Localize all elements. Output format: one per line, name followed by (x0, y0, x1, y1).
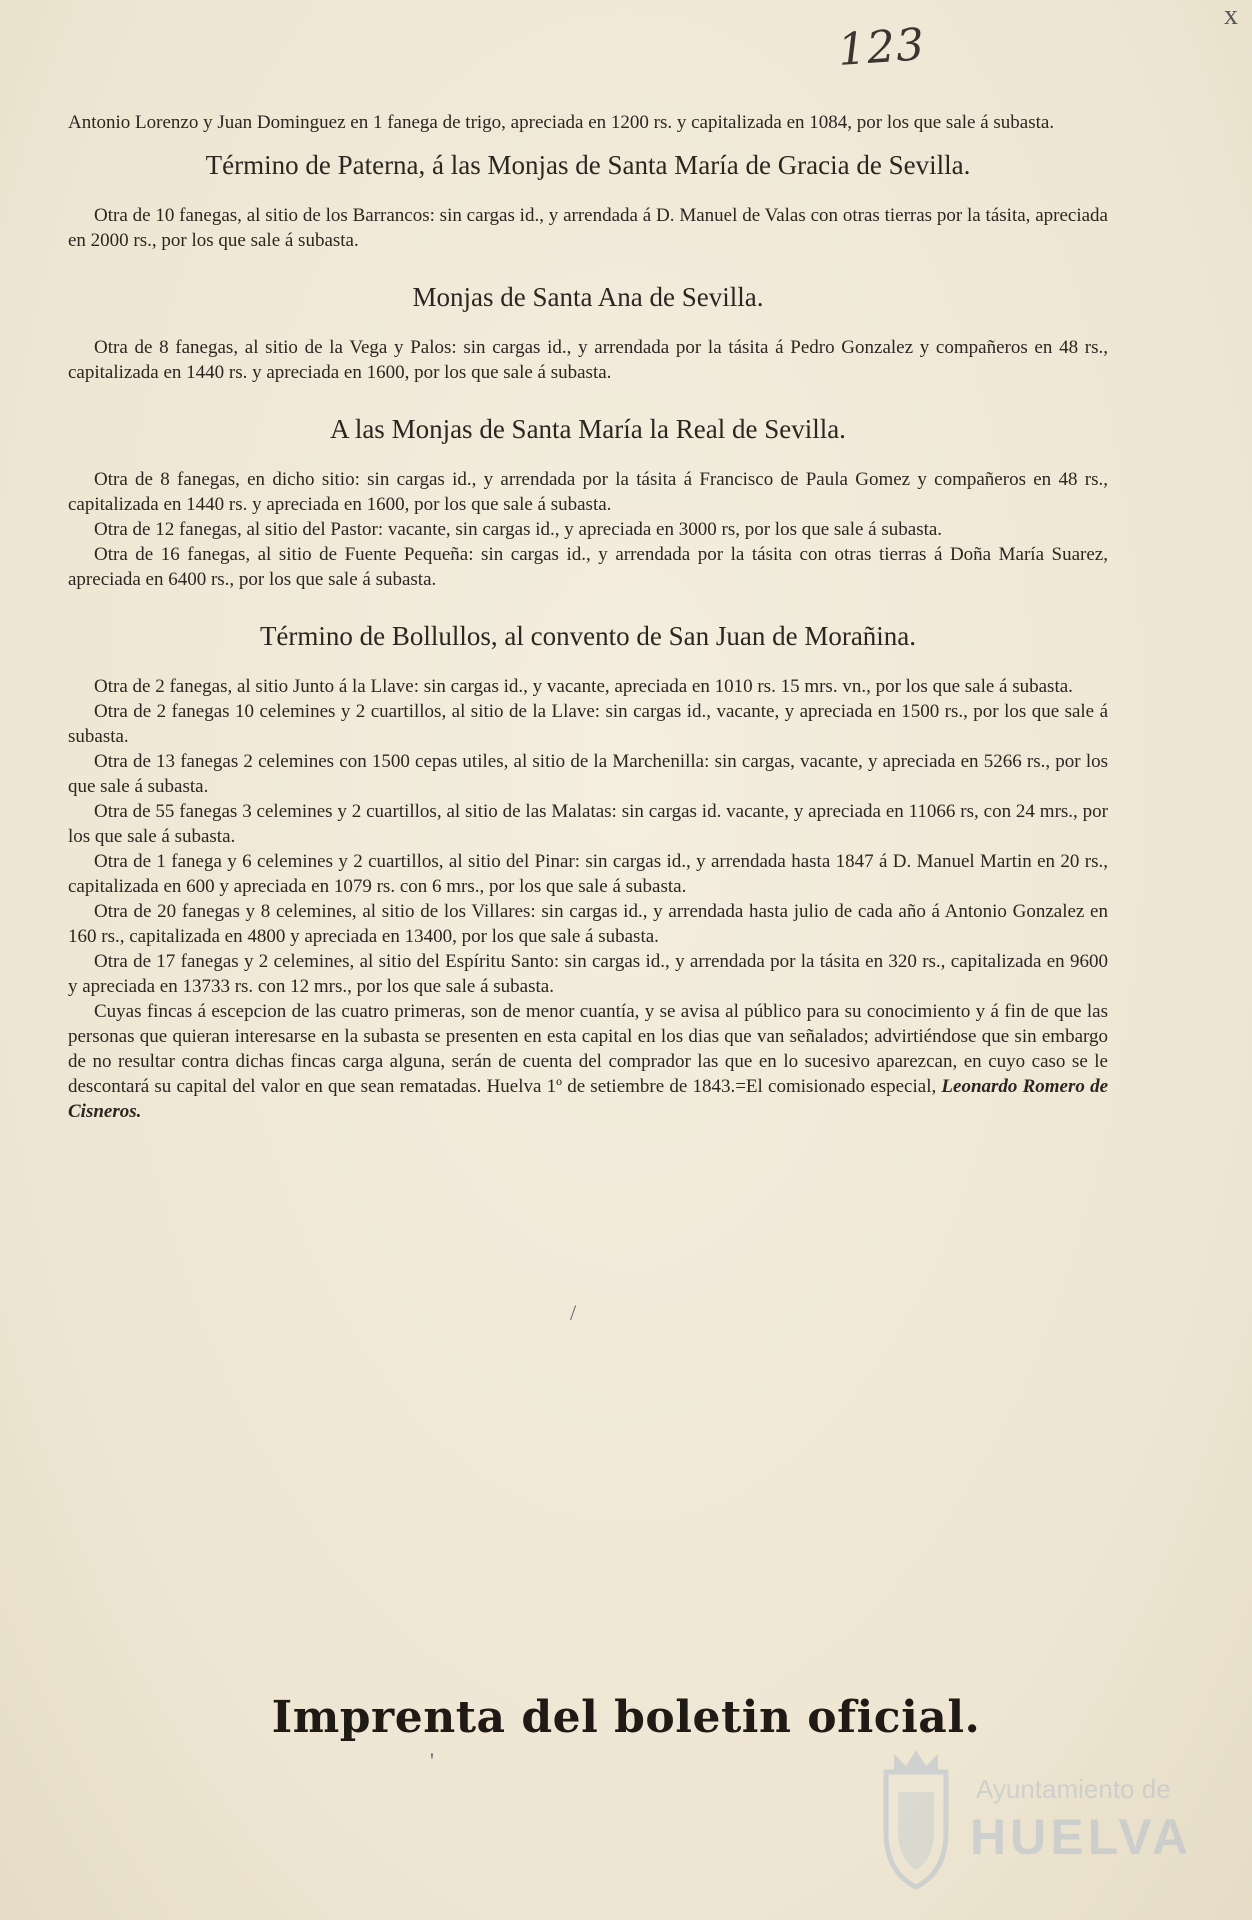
property-entry: Otra de 20 fanegas y 8 celemines, al sitio de los Villares: sin cargas id., y arrendada hasta julio de cada año á Antonio Gonzalez en 160 rs., capitalizada en 4800 y apreciada en 13400, por los que sale á subasta. (68, 901, 1108, 947)
section-heading: Término de Paterna, á las Monjas de Santa María de Gracia de Sevilla. (205, 150, 971, 180)
intro-paragraph: Antonio Lorenzo y Juan Dominguez en 1 fanega de trigo, apreciada en 1200 rs. y capitalizada en 1084, por los que sale á subasta. (68, 112, 1055, 133)
property-entry: Otra de 1 fanega y 6 celemines y 2 cuartillos, al sitio del Pinar: sin cargas id., y arrendada hasta 1847 á D. Manuel Martin en 20 rs., capitalizada en 600 y apreciada en 1079 rs. con 6 mrs., por los que sale á subasta. (68, 851, 1108, 897)
section-santa-ana (68, 281, 1108, 385)
watermark-line1: Ayuntamiento de (976, 1774, 1171, 1804)
imprint-line: Imprenta del boletin oficial. (271, 1692, 981, 1743)
document-body (68, 110, 1108, 1124)
property-entry: Otra de 55 fanegas 3 celemines y 2 cuartillos, al sitio de las Malatas: sin cargas id. vacante, y apreciada en 11066 rs, con 24 mrs., por los que sale á subasta. (68, 801, 1108, 847)
section-heading: A las Monjas de Santa María la Real de Sevilla. (330, 414, 846, 444)
section-santa-maria-la-real (68, 413, 1108, 592)
stray-mark: ' (430, 1748, 434, 1773)
closing-paragraph (68, 999, 1108, 1124)
property-entry: Otra de 13 fanegas 2 celemines con 1500 cepas utiles, al sitio de la Marchenilla: sin cargas, vacante, y apreciada en 5266 rs., por los que sale á subasta. (68, 751, 1108, 797)
section-heading: Término de Bollullos, al convento de San Juan de Morañina. (259, 621, 917, 651)
section-paterna (68, 149, 1108, 253)
property-entry: Otra de 16 fanegas, al sitio de Fuente Pequeña: sin cargas id., y arrendada por la tásita con otras tierras á Doña María Suarez, apreciada en 6400 rs., por los que sale á subasta. (68, 544, 1108, 590)
watermark-line2: HUELVA (970, 1809, 1193, 1865)
signature: Leonardo Romero de Cisneros. (68, 1076, 1109, 1122)
closing-text: Cuyas fincas á escepcion de las cuatro primeras, son de menor cuantía, y se avisa al público para su conocimiento y á fin de que las personas que quieran interesarse en la subasta se presenten en esta capital en los dias que van señalados; advirtiéndose que sin embargo de no resultar contra dichas fincas carga alguna, serán de cuenta del comprador las que en lo sucesivo aparezcan, en cuyo caso se le descontará su capital del valor en que sean rematadas. Huelva 1º de setiembre de 1843.=El comisionado especial, (68, 1001, 1108, 1097)
property-entry: Otra de 2 fanegas, al sitio Junto á la Llave: sin cargas id., y vacante, apreciada en 1010 rs. 15 mrs. vn., por los que sale á subasta. (94, 676, 1073, 697)
property-entry: Otra de 8 fanegas, al sitio de la Vega y Palos: sin cargas id., y arrendada por la tásita á Pedro Gonzalez y compañeros en 48 rs., capitalizada en 1440 rs. y apreciada en 1600, por los que sale á subasta. (68, 337, 1108, 383)
property-entry: Otra de 12 fanegas, al sitio del Pastor: vacante, sin cargas id., y apreciada en 3000 rs, por los que sale á subasta. (94, 519, 943, 540)
property-entry: Otra de 2 fanegas 10 celemines y 2 cuartillos, al sitio de la Llave: sin cargas id., vacante, y apreciada en 1500 rs., por los que sale á subasta. (68, 701, 1108, 747)
folio-number: 123 (836, 19, 927, 76)
section-bollullos (68, 620, 1108, 1124)
section-heading: Monjas de Santa Ana de Sevilla. (412, 282, 764, 312)
corner-mark: x (1224, 0, 1238, 31)
watermark (866, 1742, 1193, 1892)
stray-mark: / (570, 1300, 577, 1325)
property-entry: Otra de 8 fanegas, en dicho sitio: sin cargas id., y arrendada por la tásita á Francisco de Paula Gomez y compañeros en 48 rs., capitalizada en 1440 rs. y apreciada en 1600, por los que sale á subasta. (68, 469, 1108, 515)
property-entry: Otra de 17 fanegas y 2 celemines, al sitio del Espíritu Santo: sin cargas id., y arrendada por la tásita en 320 rs., capitalizada en 9600 y apreciada en 13733 rs. con 12 mrs., por los que sale á subasta. (68, 951, 1108, 997)
city-shield-icon (866, 1742, 966, 1892)
property-entry: Otra de 10 fanegas, al sitio de los Barrancos: sin cargas id., y arrendada á D. Manuel de Valas con otras tierras por la tásita, apreciada en 2000 rs., por los que sale á subasta. (68, 205, 1108, 251)
